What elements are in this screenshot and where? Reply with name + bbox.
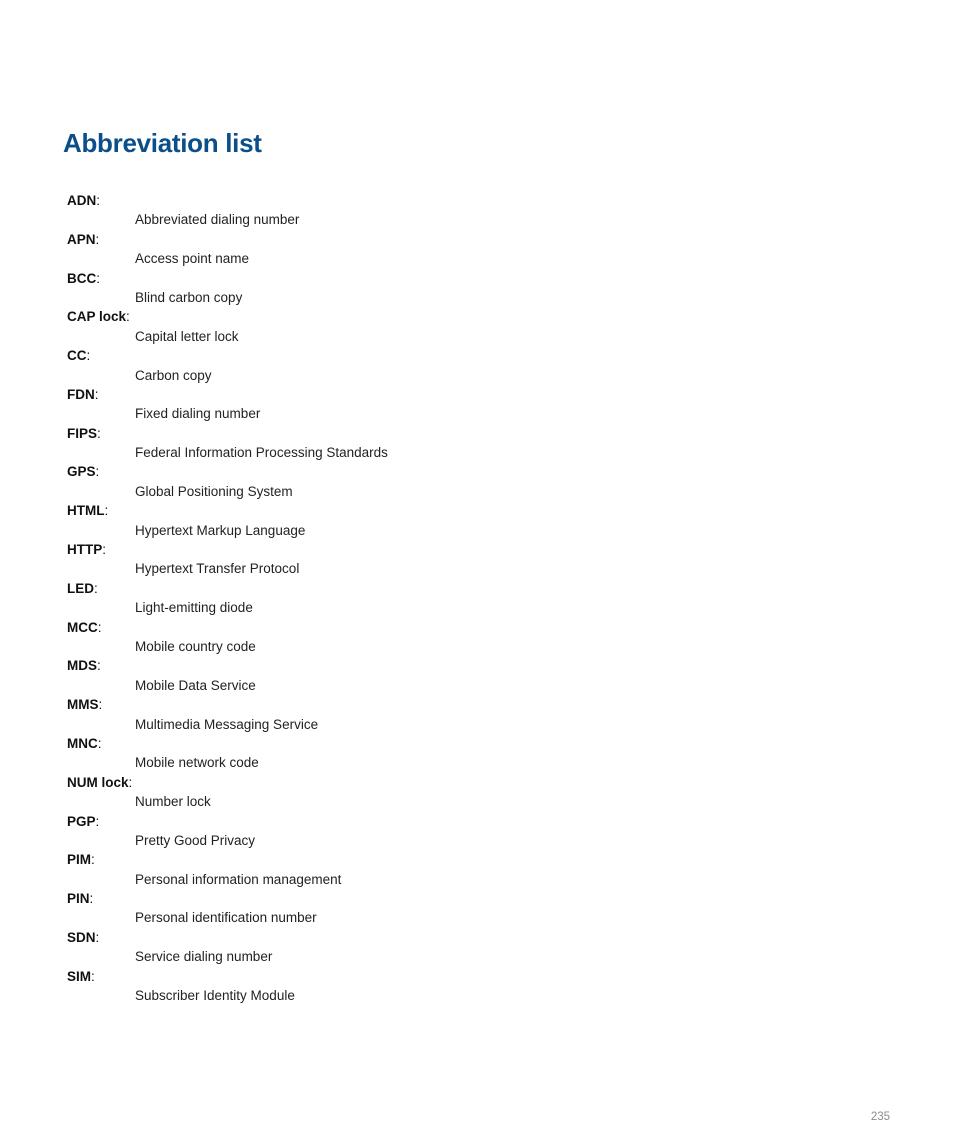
term-separator: : <box>126 309 130 325</box>
term-separator: : <box>128 774 133 790</box>
abbreviation-entry <box>67 501 388 540</box>
abbreviation-entry <box>67 346 388 385</box>
abbreviation-definition: Mobile country code <box>135 638 256 654</box>
term-separator: : <box>94 580 98 596</box>
abbreviation-definition: Carbon copy <box>135 367 212 383</box>
term-separator: : <box>94 386 99 402</box>
abbreviation-term <box>67 424 388 443</box>
term-name: MNC <box>67 735 98 751</box>
abbreviation-entry <box>67 928 388 967</box>
term-name: SIM <box>67 968 92 984</box>
abbreviation-entry <box>67 424 388 463</box>
abbreviation-definition: Access point name <box>135 251 250 267</box>
term-separator: : <box>89 891 94 907</box>
abbreviation-term <box>67 230 388 249</box>
abbreviation-entry <box>67 618 388 657</box>
abbreviation-term <box>67 618 388 637</box>
abbreviation-term <box>67 967 388 986</box>
abbreviation-entry <box>67 191 388 230</box>
abbreviation-entry <box>67 695 388 734</box>
abbreviation-definition: Federal Information Processing Standards <box>135 445 388 461</box>
abbreviation-entry <box>67 812 388 851</box>
term-name: FDN <box>67 386 95 402</box>
term-name: BCC <box>67 270 97 286</box>
term-name: APN <box>67 231 96 247</box>
abbreviation-term <box>67 269 388 288</box>
term-name: HTTP <box>67 542 103 558</box>
abbreviation-entry <box>67 850 388 889</box>
abbreviation-definition: Global Positioning System <box>135 483 293 499</box>
term-name: PIM <box>67 852 92 868</box>
abbreviation-definition: Service dialing number <box>135 949 273 965</box>
abbreviation-entry <box>67 385 388 424</box>
term-separator: : <box>96 270 101 286</box>
abbreviation-term <box>67 579 388 598</box>
term-name: SDN <box>67 929 96 945</box>
term-separator: : <box>86 348 91 364</box>
term-name: CC <box>67 348 87 364</box>
abbreviation-definition: Abbreviated dialing number <box>135 212 300 228</box>
term-name: CAP lock <box>67 309 127 325</box>
term-name: GPS <box>67 464 96 480</box>
term-separator: : <box>97 425 101 441</box>
term-separator: : <box>97 735 102 751</box>
abbreviation-entry <box>67 656 388 695</box>
page-title: Abbreviation list <box>63 128 262 158</box>
term-name: PGP <box>67 813 96 829</box>
term-separator: : <box>95 813 100 829</box>
abbreviation-entry <box>67 269 388 308</box>
abbreviation-entry <box>67 889 388 928</box>
abbreviation-term <box>67 462 388 481</box>
abbreviation-entry <box>67 307 388 346</box>
term-name: NUM lock <box>67 774 129 790</box>
abbreviation-term <box>67 812 388 831</box>
term-separator: : <box>97 619 102 635</box>
abbreviation-definition: Fixed dialing number <box>135 406 261 422</box>
abbreviation-term <box>67 346 388 365</box>
abbreviation-entry <box>67 579 388 618</box>
term-separator: : <box>102 542 107 558</box>
term-separator: : <box>91 852 95 868</box>
abbreviation-definition: Capital letter lock <box>135 328 239 344</box>
abbreviation-definition: Light-emitting diode <box>135 600 253 616</box>
abbreviation-term <box>67 850 388 869</box>
term-name: LED <box>67 580 94 596</box>
abbreviation-definition: Personal information management <box>135 871 342 887</box>
abbreviation-definition: Number lock <box>135 794 211 810</box>
abbreviation-definition: Multimedia Messaging Service <box>135 716 319 732</box>
abbreviation-term <box>67 307 388 326</box>
term-name: PIN <box>67 891 90 907</box>
term-name: MDS <box>67 658 97 674</box>
abbreviation-definition: Subscriber Identity Module <box>135 988 295 1004</box>
abbreviation-definition: Personal identification number <box>135 910 317 926</box>
term-name: ADN <box>67 193 97 208</box>
abbreviation-term <box>67 695 388 714</box>
abbreviation-definition: Mobile network code <box>135 755 259 771</box>
term-name: HTML <box>67 503 105 519</box>
abbreviation-list <box>67 191 388 1005</box>
abbreviation-term <box>67 889 388 908</box>
abbreviation-entry <box>67 230 388 269</box>
abbreviation-entry <box>67 734 388 773</box>
term-separator: : <box>104 503 109 519</box>
abbreviation-definition: Hypertext Markup Language <box>135 522 306 538</box>
term-separator: : <box>95 929 100 945</box>
abbreviation-term <box>67 191 388 210</box>
abbreviation-term <box>67 928 388 947</box>
abbreviation-definition: Mobile Data Service <box>135 677 256 693</box>
abbreviation-term <box>67 385 388 404</box>
abbreviation-entry <box>67 967 388 1006</box>
abbreviation-term <box>67 540 388 559</box>
page-number: 235 <box>870 1111 890 1123</box>
term-name: FIPS <box>67 425 98 441</box>
abbreviation-entry <box>67 540 388 579</box>
abbreviation-term <box>67 656 388 675</box>
term-separator: : <box>91 968 95 984</box>
term-separator: : <box>95 464 100 480</box>
term-separator: : <box>98 697 103 713</box>
abbreviation-definition: Hypertext Transfer Protocol <box>135 561 300 577</box>
abbreviation-entry <box>67 462 388 501</box>
abbreviation-term <box>67 501 388 520</box>
term-name: MMS <box>67 697 99 713</box>
abbreviation-definition: Blind carbon copy <box>135 289 243 305</box>
term-separator: : <box>97 658 101 674</box>
term-name: MCC <box>67 619 98 635</box>
abbreviation-term <box>67 734 388 753</box>
term-separator: : <box>95 231 100 247</box>
term-separator: : <box>96 193 101 208</box>
abbreviation-definition: Pretty Good Privacy <box>135 832 256 848</box>
abbreviation-term <box>67 773 388 792</box>
abbreviation-entry <box>67 773 388 812</box>
